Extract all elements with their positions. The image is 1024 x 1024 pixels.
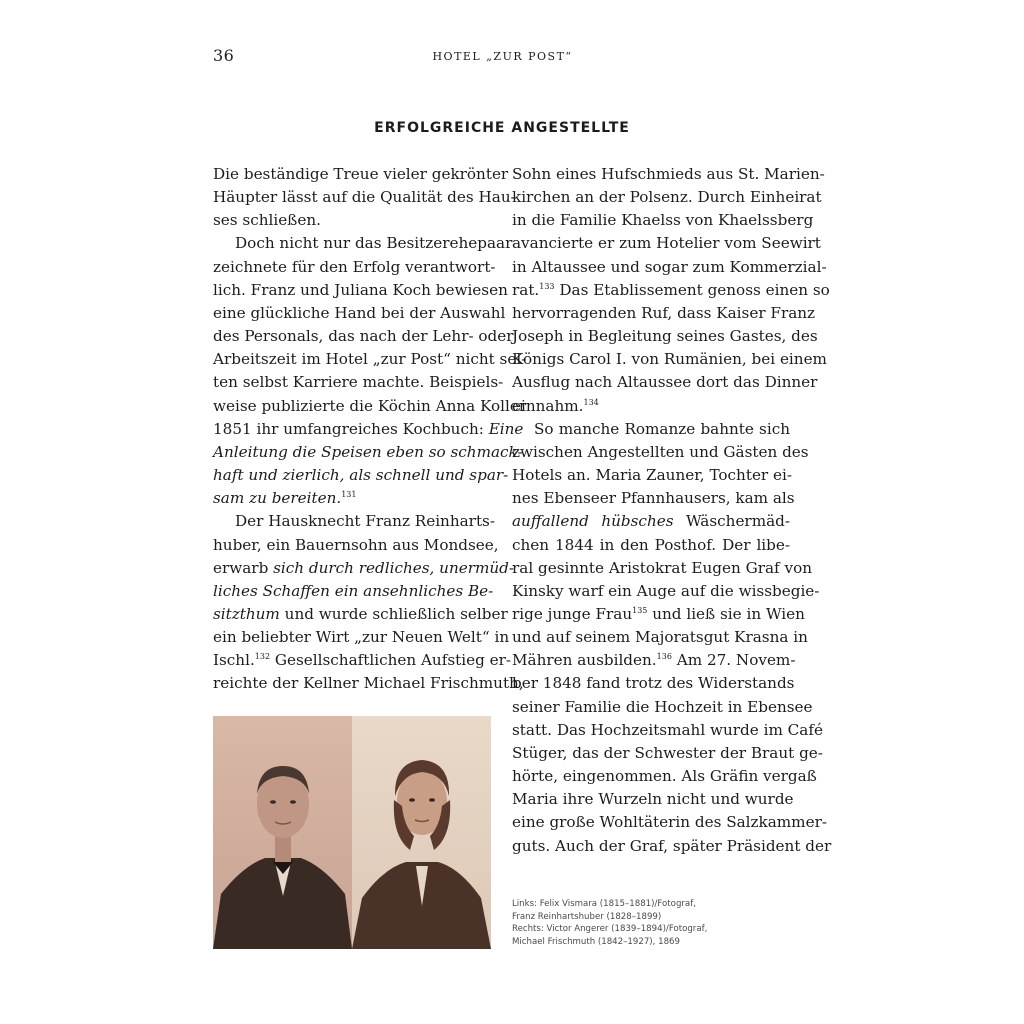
right-text-column [512,163,832,858]
text-run: und wurde schließlich selber [284,604,508,623]
text-line: Stüger, das der Schwester der Braut ge- [512,743,823,762]
text-line: Sohn eines Hufschmieds aus St. Marien- [512,165,825,183]
text-line: chen 1844 in den Posthof. Der libe- [512,535,790,554]
text-line: Doch nicht nur das Besitzerehepaar [235,234,513,253]
footnote-ref: 131 [341,490,357,500]
photo-caption [512,898,772,948]
text-line [213,557,515,580]
text-line: huber, ein Bauernsohn aus Mondsee, [213,535,499,554]
text-line: Hotels an. Maria Zauner, Tochter ei- [512,466,792,485]
text-line: Kinsky warf ein Auge auf die wissbegie- [512,581,820,600]
text-run: Das Etablissement genoss einen so [559,280,830,299]
running-head: HOTEL „ZUR POST“ [432,50,573,63]
text-line: nes Ebenseer Pfannhausers, kam als [512,489,795,508]
text-line: des Personals, das nach der Lehr- oder [213,327,514,346]
text-run: und ließ sie in Wien [652,604,805,623]
text-line: zeichnete für den Erfolg verantwort- [213,257,496,276]
quote-italic: auffallend hübsches [512,512,674,531]
text-line: Königs Carol I. von Rumänien, bei einem [512,350,827,369]
text-run: Ischl. [213,651,255,670]
text-line [213,603,508,626]
page-number: 36 [213,46,235,65]
text-line: hörte, eingenommen. Als Gräfin vergaß [512,767,817,786]
text-run: einnahm. [512,396,584,415]
footnote-ref: 136 [656,652,672,662]
text-line: ral gesinnte Aristokrat Eugen Graf von [512,558,813,577]
text-line: statt. Das Hochzeitsmahl wurde im Café [512,720,823,739]
caption-line: Links: Felix Vismara (1815–1881)/Fotograf, [512,899,696,909]
text-line: Ausflug nach Altaussee dort das Dinner [512,373,818,392]
text-line: hervorragenden Ruf, dass Kaiser Franz [512,303,816,322]
caption-line: Michael Frischmuth (1842–1927), 1869 [512,936,680,947]
text-line: reichte der Kellner Michael Frischmuth, [213,674,524,693]
footnote-ref: 132 [254,652,271,662]
caption-line: Franz Reinhartshuber (1828–1899) [512,911,662,922]
quote-italic: sitzthum [213,604,280,623]
text-run: 1851 ihr umfangreiches Kochbuch: [213,419,484,438]
section-heading: ERFOLGREICHE ANGESTELLTE [374,120,630,136]
text-run: Am 27. Novem- [676,651,796,670]
text-line: ses schließen. [213,211,321,230]
text-line: Joseph in Begleitung seines Gastes, des [512,327,818,346]
text-line: eine große Wohltäterin des Salzkammer- [512,813,827,832]
text-line: lich. Franz und Juliana Koch bewiesen [213,280,508,299]
text-line: weise publizierte die Köchin Anna Koller [213,396,527,415]
text-line: Häupter lässt auf die Qualität des Hau- [213,188,516,207]
text-line [213,418,524,441]
text-run: rige junge Frau [512,604,633,623]
text-run: Mähren ausbilden. [512,651,657,670]
text-line: Die beständige Treue vieler gekrönter [213,165,509,183]
text-line: seiner Familie die Hochzeit in Ebensee [512,697,813,716]
text-line: avancierte er zum Hotelier vom Seewirt [512,234,821,253]
text-line [512,510,790,533]
text-line: und auf seinem Majoratsgut Krasna in [512,628,808,647]
quote-italic: sich durch redliches, unermüd- [273,558,515,577]
text-line: in Altaussee und sogar zum Kommerzial- [512,257,827,276]
text-line: ein beliebter Wirt „zur Neuen Welt“ in [213,628,510,647]
text-line: ber 1848 fand trotz des Widerstands [512,674,795,693]
text-line: So manche Romanze bahnte sich [534,419,790,438]
text-line: guts. Auch der Graf, später Präsident der [512,836,832,855]
text-line: ten selbst Karriere machte. Beispiels- [213,373,504,392]
text-line: Maria ihre Wurzeln nicht und wurde [512,790,794,809]
text-line-italic: liches Schaffen ein ansehnliches Be- [213,581,494,600]
caption-line: Rechts: Victor Angerer (1839–1894)/Fotograf, [512,924,708,935]
text-run: Wäschermäd- [686,512,790,531]
text-line: in die Familie Khaelss von Khaelssberg [512,211,814,230]
portrait-photo-left [213,716,352,949]
portrait-figure-right [352,716,491,949]
portrait-photos [213,716,491,949]
footnote-ref: 134 [583,397,599,407]
text-run: Gesellschaftlichen Aufstieg er- [274,651,511,670]
footnote-ref: 135 [632,605,648,615]
text-line: Arbeitszeit im Hotel „zur Post“ nicht sel- [213,350,527,369]
footnote-ref: 133 [539,281,555,291]
book-title-italic: sam zu bereiten. [213,489,342,508]
text-line [512,649,796,672]
text-line [213,649,511,672]
text-line-italic: haft und zierlich, als schnell und spar- [213,466,509,485]
text-run: rat. [512,280,540,299]
book-title-italic: Eine [488,419,524,438]
text-line [512,279,830,302]
text-line [512,603,805,626]
text-line: eine glückliche Hand bei der Auswahl [213,303,506,322]
text-line [512,395,790,418]
portrait-photo-right [352,716,491,949]
text-line: zwischen Angestellten und Gästen des [512,442,809,461]
text-line: Der Hausknecht Franz Reinharts- [235,512,495,531]
text-line: kirchen an der Polsenz. Durch Einheirat [512,188,822,207]
text-line-italic: Anleitung die Speisen eben so schmack- [213,442,523,461]
portrait-figure-left [213,716,352,949]
text-run: erwarb [213,558,269,577]
text-line [213,487,491,510]
